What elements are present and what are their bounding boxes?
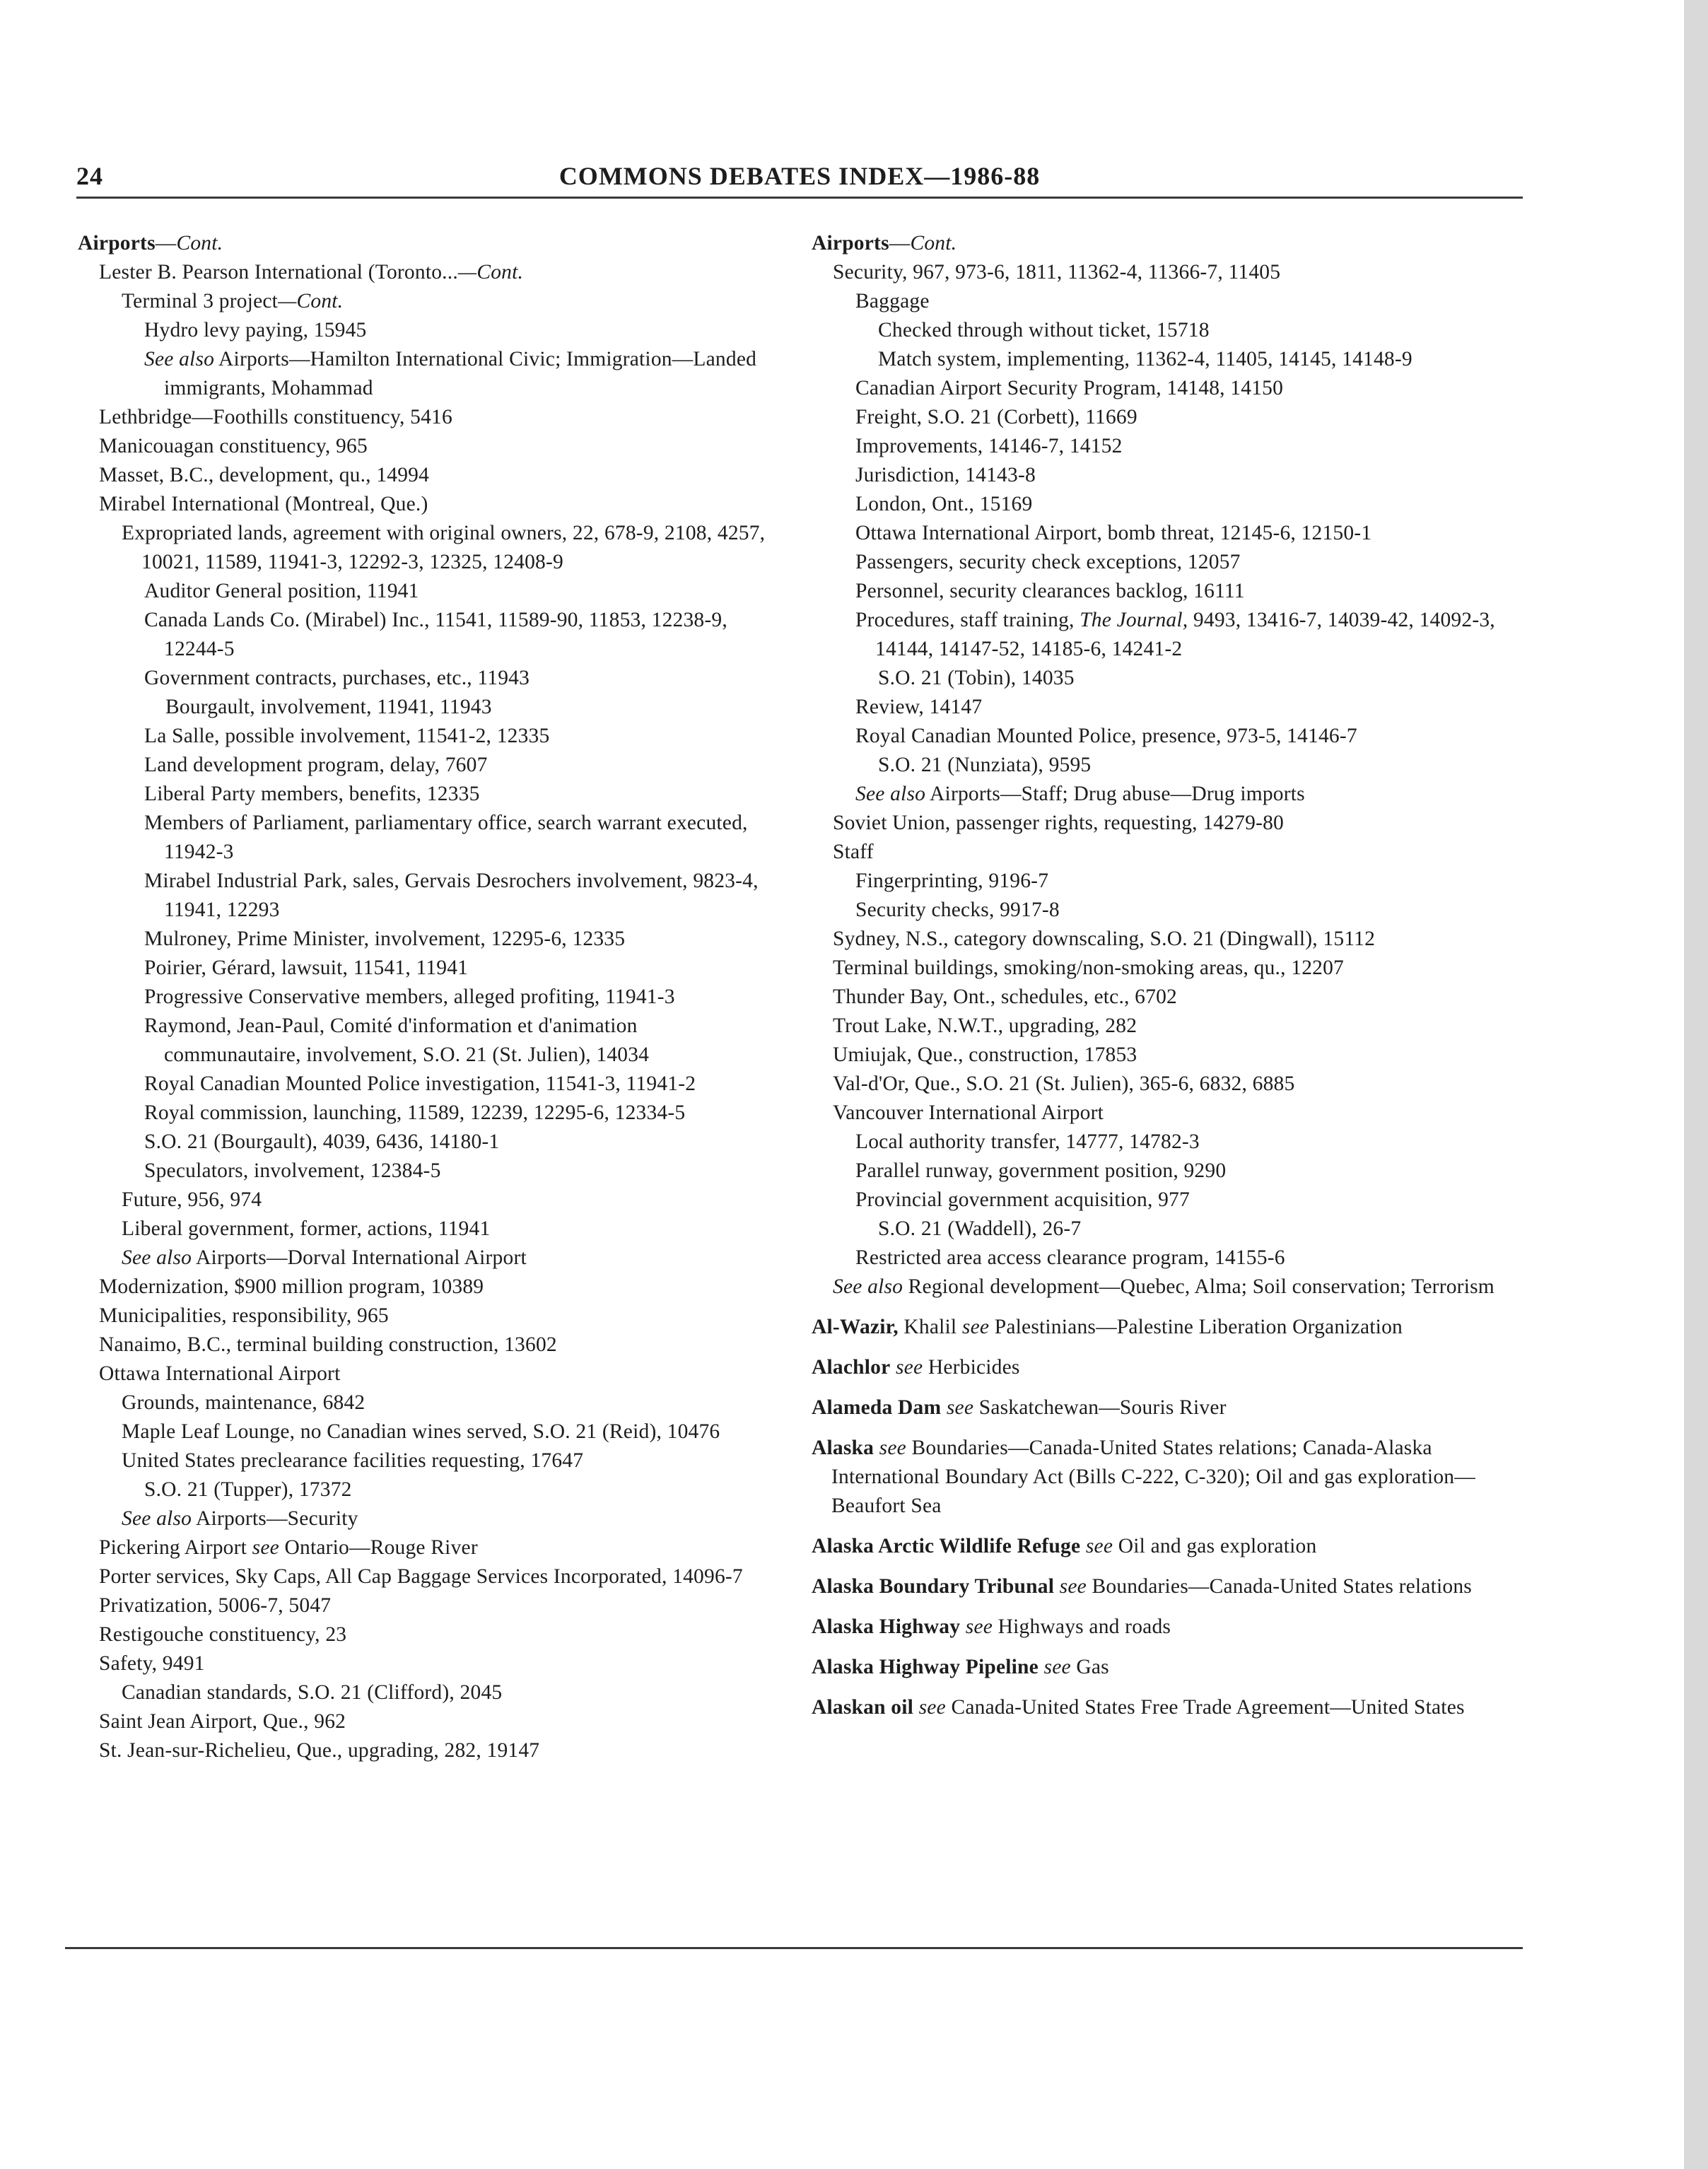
index-entry <box>812 693 1526 722</box>
entry-text: Future, 956, 974 <box>122 1188 262 1211</box>
index-entry <box>812 1041 1526 1070</box>
continued-label: Cont. <box>176 232 223 255</box>
index-entry <box>78 1417 771 1446</box>
entry-reference: 9493, 13416-7, 14039-42, 14092-3, 14144, 14147-52, 14185-6, 14241-2 <box>875 609 1495 660</box>
see-label: see <box>879 1437 906 1459</box>
see-label: see <box>1043 1656 1071 1678</box>
entry-text <box>1080 1535 1086 1557</box>
index-entry <box>812 316 1526 345</box>
index-entry <box>812 1434 1526 1521</box>
see-label: see <box>965 1615 993 1638</box>
index-entry <box>78 606 771 664</box>
entry-text: St. Jean-sur-Richelieu, Que., upgrading, 282, 19147 <box>99 1739 540 1762</box>
index-entry <box>78 722 771 751</box>
entry-text: Passengers, security check exceptions, 12057 <box>855 551 1241 573</box>
index-entry <box>812 1313 1526 1342</box>
entry-text: Vancouver International Airport <box>833 1101 1104 1124</box>
entry-text: La Salle, possible involvement, 11541-2, 12335 <box>144 725 550 747</box>
entry-text: Hydro levy paying, 15945 <box>144 319 367 341</box>
see-label: see <box>895 1356 923 1379</box>
see-label: see <box>1059 1575 1087 1598</box>
index-entry <box>812 1012 1526 1041</box>
entry-text: Staff <box>833 841 874 863</box>
entry-text <box>890 1356 896 1379</box>
entry-text: Jurisdiction, 14143-8 <box>855 464 1036 486</box>
index-entry <box>812 577 1526 606</box>
index-entry <box>78 1620 771 1649</box>
index-entry <box>812 809 1526 838</box>
entry-text: Provincial government acquisition, 977 <box>855 1188 1190 1211</box>
entry-text: Lester B. Pearson International (Toronto... <box>99 261 458 283</box>
entry-text: Auditor General position, 11941 <box>144 580 419 602</box>
index-entry <box>812 722 1526 751</box>
entry-heading: Alameda Dam <box>812 1396 942 1419</box>
index-entry <box>812 1532 1526 1561</box>
entry-reference: Oil and gas exploration <box>1113 1535 1317 1557</box>
entry-text: Bourgault, involvement, 11941, 11943 <box>165 696 492 718</box>
entry-text: Government contracts, purchases, etc., 11943 <box>144 667 530 689</box>
continued-label: Cont. <box>910 232 957 255</box>
entry-reference: Boundaries—Canada-United States relations; Canada-Alaska International Boundary Act (Bills C-222, C-320); Oil and gas exploration—Beaufort Sea <box>831 1437 1475 1517</box>
entry-text: Pickering Airport <box>99 1536 252 1559</box>
entry-text: Liberal government, former, actions, 11941 <box>122 1217 491 1240</box>
index-entry <box>78 664 771 693</box>
entry-heading: Alaska Arctic Wildlife Refuge <box>812 1535 1081 1557</box>
index-entry <box>78 1649 771 1678</box>
entry-heading: Al-Wazir, <box>812 1316 899 1338</box>
page-number: 24 <box>76 162 103 190</box>
entry-reference: Herbicides <box>923 1356 1020 1379</box>
entry-text: Porter services, Sky Caps, All Cap Baggage Services Incorporated, 14096-7 <box>99 1565 743 1588</box>
index-entry <box>78 1736 771 1765</box>
index-entry <box>812 1572 1526 1601</box>
entry-text: Improvements, 14146-7, 14152 <box>855 435 1123 457</box>
index-entry <box>812 1244 1526 1273</box>
see-also-label: See also <box>855 783 926 805</box>
index-entry <box>812 403 1526 432</box>
entry-text: Val-d'Or, Que., S.O. 21 (St. Julien), 365-6, 6832, 6885 <box>833 1072 1295 1095</box>
index-entry <box>78 1157 771 1186</box>
index-entry <box>812 664 1526 693</box>
index-entry <box>812 867 1526 896</box>
index-entry <box>78 316 771 345</box>
index-entry <box>78 461 771 490</box>
entry-heading: Alaskan oil <box>812 1696 914 1719</box>
entry-dash: — <box>889 232 911 255</box>
entry-text: Poirier, Gérard, lawsuit, 11541, 11941 <box>144 957 469 979</box>
entry-text: Mirabel Industrial Park, sales, Gervais Desrochers involvement, 9823-4, 11941, 12293 <box>144 870 759 921</box>
entry-italic: The Journal, <box>1080 609 1188 631</box>
entry-text: Match system, implementing, 11362-4, 11405, 14145, 14148-9 <box>878 348 1412 370</box>
index-entry <box>812 1613 1526 1642</box>
entry-text: S.O. 21 (Tobin), 14035 <box>878 667 1075 689</box>
entry-text: Restigouche constituency, 23 <box>99 1623 347 1646</box>
entry-reference: Boundaries—Canada-United States relations <box>1086 1575 1472 1598</box>
entry-text: Royal Canadian Mounted Police investigation, 11541-3, 11941-2 <box>144 1072 696 1095</box>
entry-text: Modernization, $900 million program, 10389 <box>99 1275 484 1298</box>
index-entry <box>812 461 1526 490</box>
index-entry <box>78 519 771 577</box>
entry-reference: Gas <box>1070 1656 1109 1678</box>
index-entry <box>812 432 1526 461</box>
index-entry <box>78 1591 771 1620</box>
index-entry <box>78 1331 771 1360</box>
index-entry <box>812 1070 1526 1099</box>
index-entry <box>78 1475 771 1504</box>
entry-text: Airports—Hamilton International Civic; Immigration—Landed immigrants, Mohammad <box>164 348 757 399</box>
index-entry <box>78 954 771 983</box>
entry-text: Canadian Airport Security Program, 14148, 14150 <box>855 377 1284 399</box>
see-also-label: See also <box>122 1507 192 1530</box>
index-entry <box>78 1215 771 1244</box>
index-entry <box>78 1099 771 1128</box>
entry-text: Maple Leaf Lounge, no Canadian wines served, S.O. 21 (Reid), 10476 <box>122 1420 720 1443</box>
index-entry <box>812 896 1526 925</box>
entry-text: Nanaimo, B.C., terminal building construction, 13602 <box>99 1333 557 1356</box>
see-label: see <box>1085 1535 1113 1557</box>
index-column-right <box>812 229 1526 1722</box>
index-entry <box>812 954 1526 983</box>
index-entry <box>78 867 771 925</box>
entry-text: Checked through without ticket, 15718 <box>878 319 1210 341</box>
index-entry <box>812 1653 1526 1682</box>
entry-heading: Airports <box>78 232 156 255</box>
entry-reference: Highways and roads <box>993 1615 1171 1638</box>
entry-text: Manicouagan constituency, 965 <box>99 435 368 457</box>
see-also-label: See also <box>122 1246 192 1269</box>
entry-text: Procedures, staff training, <box>855 609 1080 631</box>
index-entry <box>78 1504 771 1533</box>
index-entry <box>78 403 771 432</box>
entry-text <box>1054 1575 1060 1598</box>
entry-text: United States preclearance facilities requesting, 17647 <box>122 1449 584 1472</box>
entry-heading: Alaska Boundary Tribunal <box>812 1575 1055 1598</box>
index-entry <box>812 374 1526 403</box>
index-entry <box>78 925 771 954</box>
entry-text: Parallel runway, government position, 9290 <box>855 1159 1227 1182</box>
entry-reference: Saskatchewan—Souris River <box>973 1396 1227 1419</box>
index-entry <box>78 229 771 258</box>
index-entry <box>812 1186 1526 1215</box>
entry-text: Local authority transfer, 14777, 14782-3 <box>855 1130 1200 1153</box>
index-entry <box>78 345 771 403</box>
index-entry <box>812 751 1526 780</box>
entry-dash: — <box>155 232 177 255</box>
see-label: see <box>946 1396 974 1419</box>
see-label: see <box>918 1696 946 1719</box>
index-entry <box>78 1446 771 1475</box>
entry-text: Khalil <box>898 1316 962 1338</box>
entry-heading: Alaska Highway Pipeline <box>812 1656 1039 1678</box>
entry-text: Thunder Bay, Ont., schedules, etc., 6702 <box>833 986 1177 1008</box>
index-entry <box>812 345 1526 374</box>
index-entry <box>812 925 1526 954</box>
scan-edge <box>1684 0 1708 2169</box>
see-label: see <box>252 1536 279 1559</box>
entry-text: Ottawa International Airport, bomb threat, 12145-6, 12150-1 <box>855 522 1372 544</box>
index-column-left <box>78 229 771 1765</box>
entry-text: S.O. 21 (Nunziata), 9595 <box>878 754 1092 776</box>
index-entry <box>78 1388 771 1417</box>
entry-text: Sydney, N.S., category downscaling, S.O. 21 (Dingwall), 15112 <box>833 928 1376 950</box>
footer-rule <box>65 1947 1523 1949</box>
entry-text: Mirabel International (Montreal, Que.) <box>99 493 428 515</box>
index-entry <box>78 577 771 606</box>
entry-heading: Alaska <box>812 1437 875 1459</box>
entry-text: Land development program, delay, 7607 <box>144 754 488 776</box>
entry-text: Regional development—Quebec, Alma; Soil conservation; Terrorism <box>903 1275 1494 1298</box>
index-entry <box>78 1562 771 1591</box>
index-entry <box>78 1186 771 1215</box>
entry-text: Security, 967, 973-6, 1811, 11362-4, 11366-7, 11405 <box>833 261 1281 283</box>
entry-text: Mulroney, Prime Minister, involvement, 12295-6, 12335 <box>144 928 626 950</box>
entry-text: Trout Lake, N.W.T., upgrading, 282 <box>833 1015 1137 1037</box>
see-label: see <box>961 1316 990 1338</box>
entry-text: Raymond, Jean-Paul, Comité d'information et d'animation communautaire, involvement, S.O. 21 (St. Julien), 14034 <box>144 1015 650 1066</box>
entry-text: Security checks, 9917-8 <box>855 899 1060 921</box>
index-entry <box>812 1215 1526 1244</box>
index-entry <box>812 1099 1526 1128</box>
index-entry <box>812 1693 1526 1722</box>
entry-text: Terminal 3 project <box>122 290 279 312</box>
entry-text: Ottawa International Airport <box>99 1362 341 1385</box>
index-entry <box>78 1128 771 1157</box>
index-entry <box>812 229 1526 258</box>
index-entry <box>812 548 1526 577</box>
index-entry <box>78 1533 771 1562</box>
index-entry <box>812 1393 1526 1422</box>
entry-text <box>874 1437 879 1459</box>
entry-text: Airports—Dorval International Airport <box>192 1246 527 1269</box>
entry-text: Baggage <box>855 290 930 312</box>
index-entry <box>812 780 1526 809</box>
entry-heading: Alaska Highway <box>812 1615 961 1638</box>
entry-text: Umiujak, Que., construction, 17853 <box>833 1043 1137 1066</box>
entry-text: S.O. 21 (Waddell), 26-7 <box>878 1217 1082 1240</box>
see-also-label: See also <box>144 348 215 370</box>
index-entry <box>78 1273 771 1302</box>
entry-reference: Palestinians—Palestine Liberation Organization <box>989 1316 1403 1338</box>
entry-text <box>1039 1656 1044 1678</box>
index-entry <box>812 519 1526 548</box>
header-rule <box>76 197 1523 199</box>
entry-text: London, Ont., 15169 <box>855 493 1033 515</box>
index-entry <box>78 780 771 809</box>
entry-text: Freight, S.O. 21 (Corbett), 11669 <box>855 406 1137 428</box>
entry-text: Speculators, involvement, 12384-5 <box>144 1159 441 1182</box>
index-entry <box>812 258 1526 287</box>
index-entry <box>812 1128 1526 1157</box>
index-entry <box>78 1244 771 1273</box>
entry-text: Fingerprinting, 9196-7 <box>855 870 1049 892</box>
index-entry <box>812 606 1526 664</box>
entry-text: Soviet Union, passenger rights, requesting, 14279-80 <box>833 812 1285 834</box>
entry-text: Restricted area access clearance program, 14155-6 <box>855 1246 1285 1269</box>
entry-text: Progressive Conservative members, alleged profiting, 11941-3 <box>144 986 675 1008</box>
continued-label: —Cont. <box>457 261 524 283</box>
index-entry <box>78 809 771 867</box>
index-entry <box>812 838 1526 867</box>
index-entry <box>78 1707 771 1736</box>
index-entry <box>78 1302 771 1331</box>
entry-reference: Canada-United States Free Trade Agreement—United States <box>945 1696 1465 1719</box>
entry-text: S.O. 21 (Tupper), 17372 <box>144 1478 352 1501</box>
index-entry <box>812 490 1526 519</box>
entry-text: Canadian standards, S.O. 21 (Clifford), 2045 <box>122 1681 503 1704</box>
entry-text: Saint Jean Airport, Que., 962 <box>99 1710 346 1733</box>
index-entry <box>78 751 771 780</box>
index-entry <box>812 1353 1526 1382</box>
entry-text: Review, 14147 <box>855 696 983 718</box>
index-entry <box>812 1157 1526 1186</box>
running-title: COMMONS DEBATES INDEX—1986-88 <box>558 162 1041 190</box>
continued-label: —Cont. <box>278 290 344 312</box>
entry-heading: Alachlor <box>812 1356 891 1379</box>
entry-text: Airports—Security <box>192 1507 358 1530</box>
entry-text: Lethbridge—Foothills constituency, 5416 <box>99 406 452 428</box>
index-entry <box>78 693 771 722</box>
entry-text <box>941 1396 947 1419</box>
index-entry <box>78 1070 771 1099</box>
entry-text: Liberal Party members, benefits, 12335 <box>144 783 480 805</box>
index-entry <box>78 258 771 287</box>
entry-text: Expropriated lands, agreement with original owners, 22, 678-9, 2108, 4257, 10021, 11589, 11941-3, 12292-3, 12325, 12408-9 <box>122 522 766 573</box>
entry-text: Royal Canadian Mounted Police, presence, 973-5, 14146-7 <box>855 725 1357 747</box>
index-entry <box>78 432 771 461</box>
entry-text: Royal commission, launching, 11589, 12239, 12295-6, 12334-5 <box>144 1101 686 1124</box>
index-entry <box>78 1012 771 1070</box>
entry-text: Airports—Staff; Drug abuse—Drug imports <box>925 783 1305 805</box>
see-also-label: See also <box>833 1275 903 1298</box>
entry-heading: Airports <box>812 232 889 255</box>
entry-text: Safety, 9491 <box>99 1652 205 1675</box>
index-entry <box>812 287 1526 316</box>
entry-text: Terminal buildings, smoking/non-smoking areas, qu., 12207 <box>833 957 1345 979</box>
entry-text: Grounds, maintenance, 6842 <box>122 1391 365 1414</box>
entry-text <box>913 1696 919 1719</box>
entry-reference: Ontario—Rouge River <box>279 1536 478 1559</box>
index-entry <box>78 490 771 519</box>
entry-text: Masset, B.C., development, qu., 14994 <box>99 464 430 486</box>
entry-text <box>960 1615 966 1638</box>
index-entry <box>812 1273 1526 1302</box>
index-entry <box>78 983 771 1012</box>
index-entry <box>78 287 771 316</box>
entry-text: Municipalities, responsibility, 965 <box>99 1304 389 1327</box>
index-entry <box>78 1360 771 1388</box>
entry-text: S.O. 21 (Bourgault), 4039, 6436, 14180-1 <box>144 1130 500 1153</box>
index-entry <box>812 983 1526 1012</box>
entry-text: Members of Parliament, parliamentary office, search warrant executed, 11942-3 <box>144 812 748 863</box>
index-entry <box>78 1678 771 1707</box>
entry-text: Privatization, 5006-7, 5047 <box>99 1594 332 1617</box>
entry-text: Personnel, security clearances backlog, 16111 <box>855 580 1245 602</box>
entry-text: Canada Lands Co. (Mirabel) Inc., 11541, 11589-90, 11853, 12238-9, 12244-5 <box>144 609 727 660</box>
